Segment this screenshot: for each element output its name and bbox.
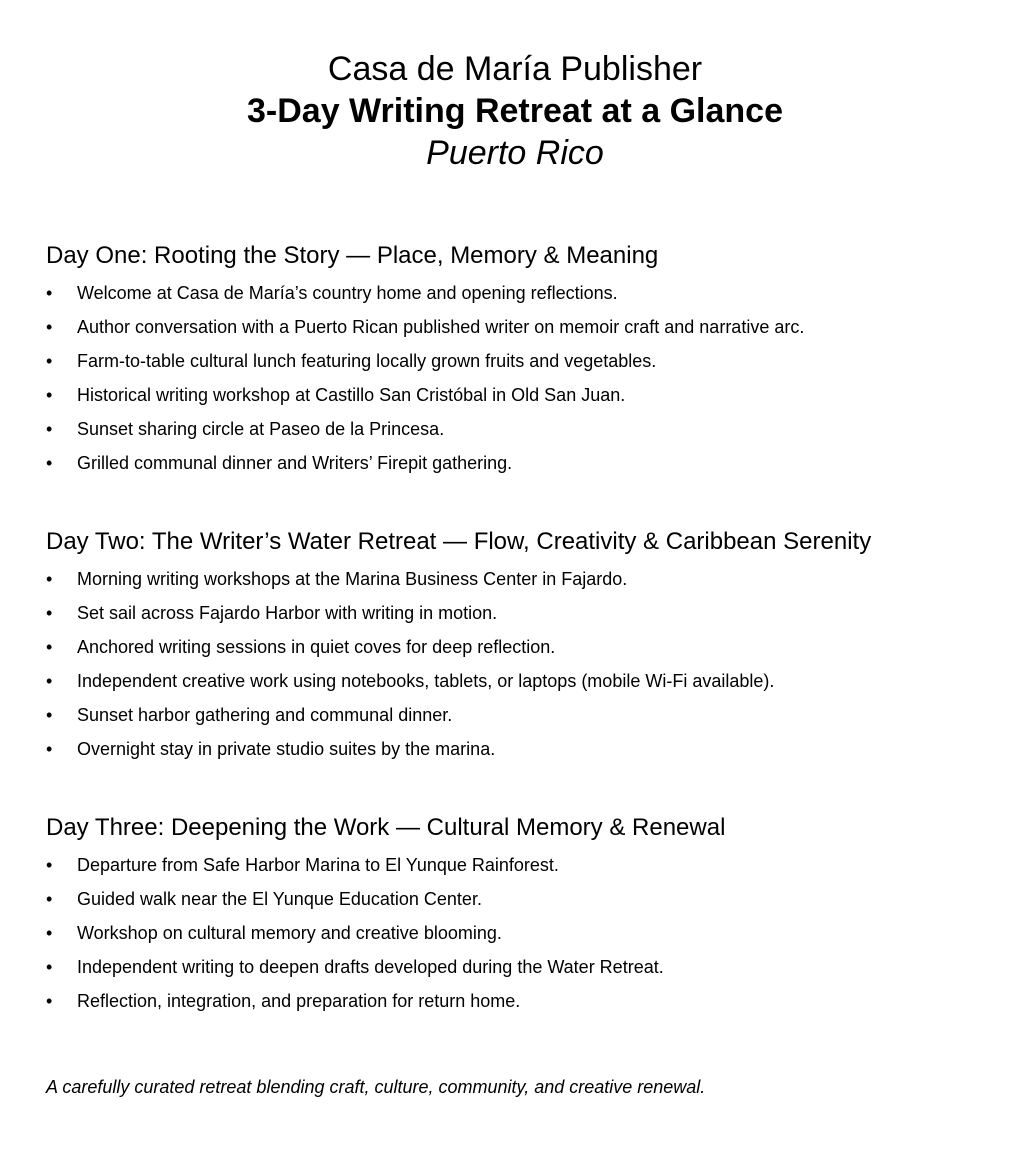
bullet-icon: • — [46, 739, 53, 759]
list-item — [46, 350, 986, 384]
bullet-icon: • — [46, 603, 53, 623]
location-subtitle: Puerto Rico — [426, 134, 604, 172]
list-item — [46, 738, 986, 772]
bullet-icon: • — [46, 855, 53, 875]
closing-tagline: A carefully curated retreat blending craft, culture, community, and creative renewal. — [46, 1077, 706, 1097]
list-item — [46, 316, 986, 350]
day-one-section — [46, 242, 986, 486]
list-item-text: Historical writing workshop at Castillo San Cristóbal in Old San Juan. — [77, 385, 626, 405]
bullet-icon: • — [46, 957, 53, 977]
list-item — [46, 922, 986, 956]
list-item — [46, 602, 986, 636]
day-three-list — [46, 854, 986, 1024]
bullet-icon: • — [46, 569, 53, 589]
bullet-icon: • — [46, 351, 53, 371]
bullet-icon: • — [46, 671, 53, 691]
bullet-icon: • — [46, 991, 53, 1011]
document-header — [0, 48, 1010, 174]
list-item — [46, 568, 986, 602]
bullet-icon: • — [46, 889, 53, 909]
list-item-text: Sunset sharing circle at Paseo de la Princesa. — [77, 419, 445, 439]
bullet-icon: • — [46, 283, 53, 303]
list-item — [46, 704, 986, 738]
list-item — [46, 888, 986, 922]
list-item-text: Reflection, integration, and preparation for return home. — [77, 991, 521, 1011]
list-item — [46, 854, 986, 888]
bullet-icon: • — [46, 385, 53, 405]
bullet-icon: • — [46, 923, 53, 943]
list-item — [46, 452, 986, 486]
publisher-name: Casa de María Publisher — [327, 50, 703, 88]
list-item — [46, 670, 986, 704]
list-item — [46, 990, 986, 1024]
list-item-text: Departure from Safe Harbor Marina to El Yunque Rainforest. — [77, 855, 559, 875]
list-item-text: Anchored writing sessions in quiet coves for deep reflection. — [77, 637, 556, 657]
list-item — [46, 384, 986, 418]
list-item-text: Author conversation with a Puerto Rican published writer on memoir craft and narrative arc. — [77, 317, 805, 337]
list-item — [46, 636, 986, 670]
list-item-text: Independent creative work using notebooks, tablets, or laptops (mobile Wi-Fi available). — [77, 671, 775, 691]
bullet-icon: • — [46, 419, 53, 439]
bullet-icon: • — [46, 317, 53, 337]
list-item-text: Overnight stay in private studio suites by the marina. — [77, 739, 496, 759]
day-three-heading: Day Three: Deepening the Work — Cultural Memory & Renewal — [46, 814, 726, 841]
list-item-text: Grilled communal dinner and Writers’ Firepit gathering. — [77, 453, 513, 473]
list-item-text: Set sail across Fajardo Harbor with writing in motion. — [77, 603, 498, 623]
list-item — [46, 282, 986, 316]
list-item-text: Welcome at Casa de María’s country home and opening reflections. — [77, 283, 618, 303]
list-item-text: Farm-to-table cultural lunch featuring locally grown fruits and vegetables. — [77, 351, 657, 371]
list-item-text: Workshop on cultural memory and creative blooming. — [77, 923, 502, 943]
bullet-icon: • — [46, 637, 53, 657]
document-title: 3-Day Writing Retreat at a Glance — [247, 92, 783, 130]
list-item — [46, 956, 986, 990]
list-item-text: Sunset harbor gathering and communal dinner. — [77, 705, 453, 725]
list-item-text: Guided walk near the El Yunque Education Center. — [77, 889, 482, 909]
list-item-text: Independent writing to deepen drafts developed during the Water Retreat. — [77, 957, 664, 977]
bullet-icon: • — [46, 453, 53, 473]
day-one-heading: Day One: Rooting the Story — Place, Memory & Meaning — [46, 242, 659, 269]
bullet-icon: • — [46, 705, 53, 725]
list-item — [46, 418, 986, 452]
day-two-heading: Day Two: The Writer’s Water Retreat — Flow, Creativity & Caribbean Serenity — [46, 528, 872, 555]
list-item-text: Morning writing workshops at the Marina Business Center in Fajardo. — [77, 569, 628, 589]
day-two-list — [46, 568, 986, 772]
day-three-section — [46, 814, 986, 1024]
day-one-list — [46, 282, 986, 486]
day-two-section — [46, 528, 986, 772]
